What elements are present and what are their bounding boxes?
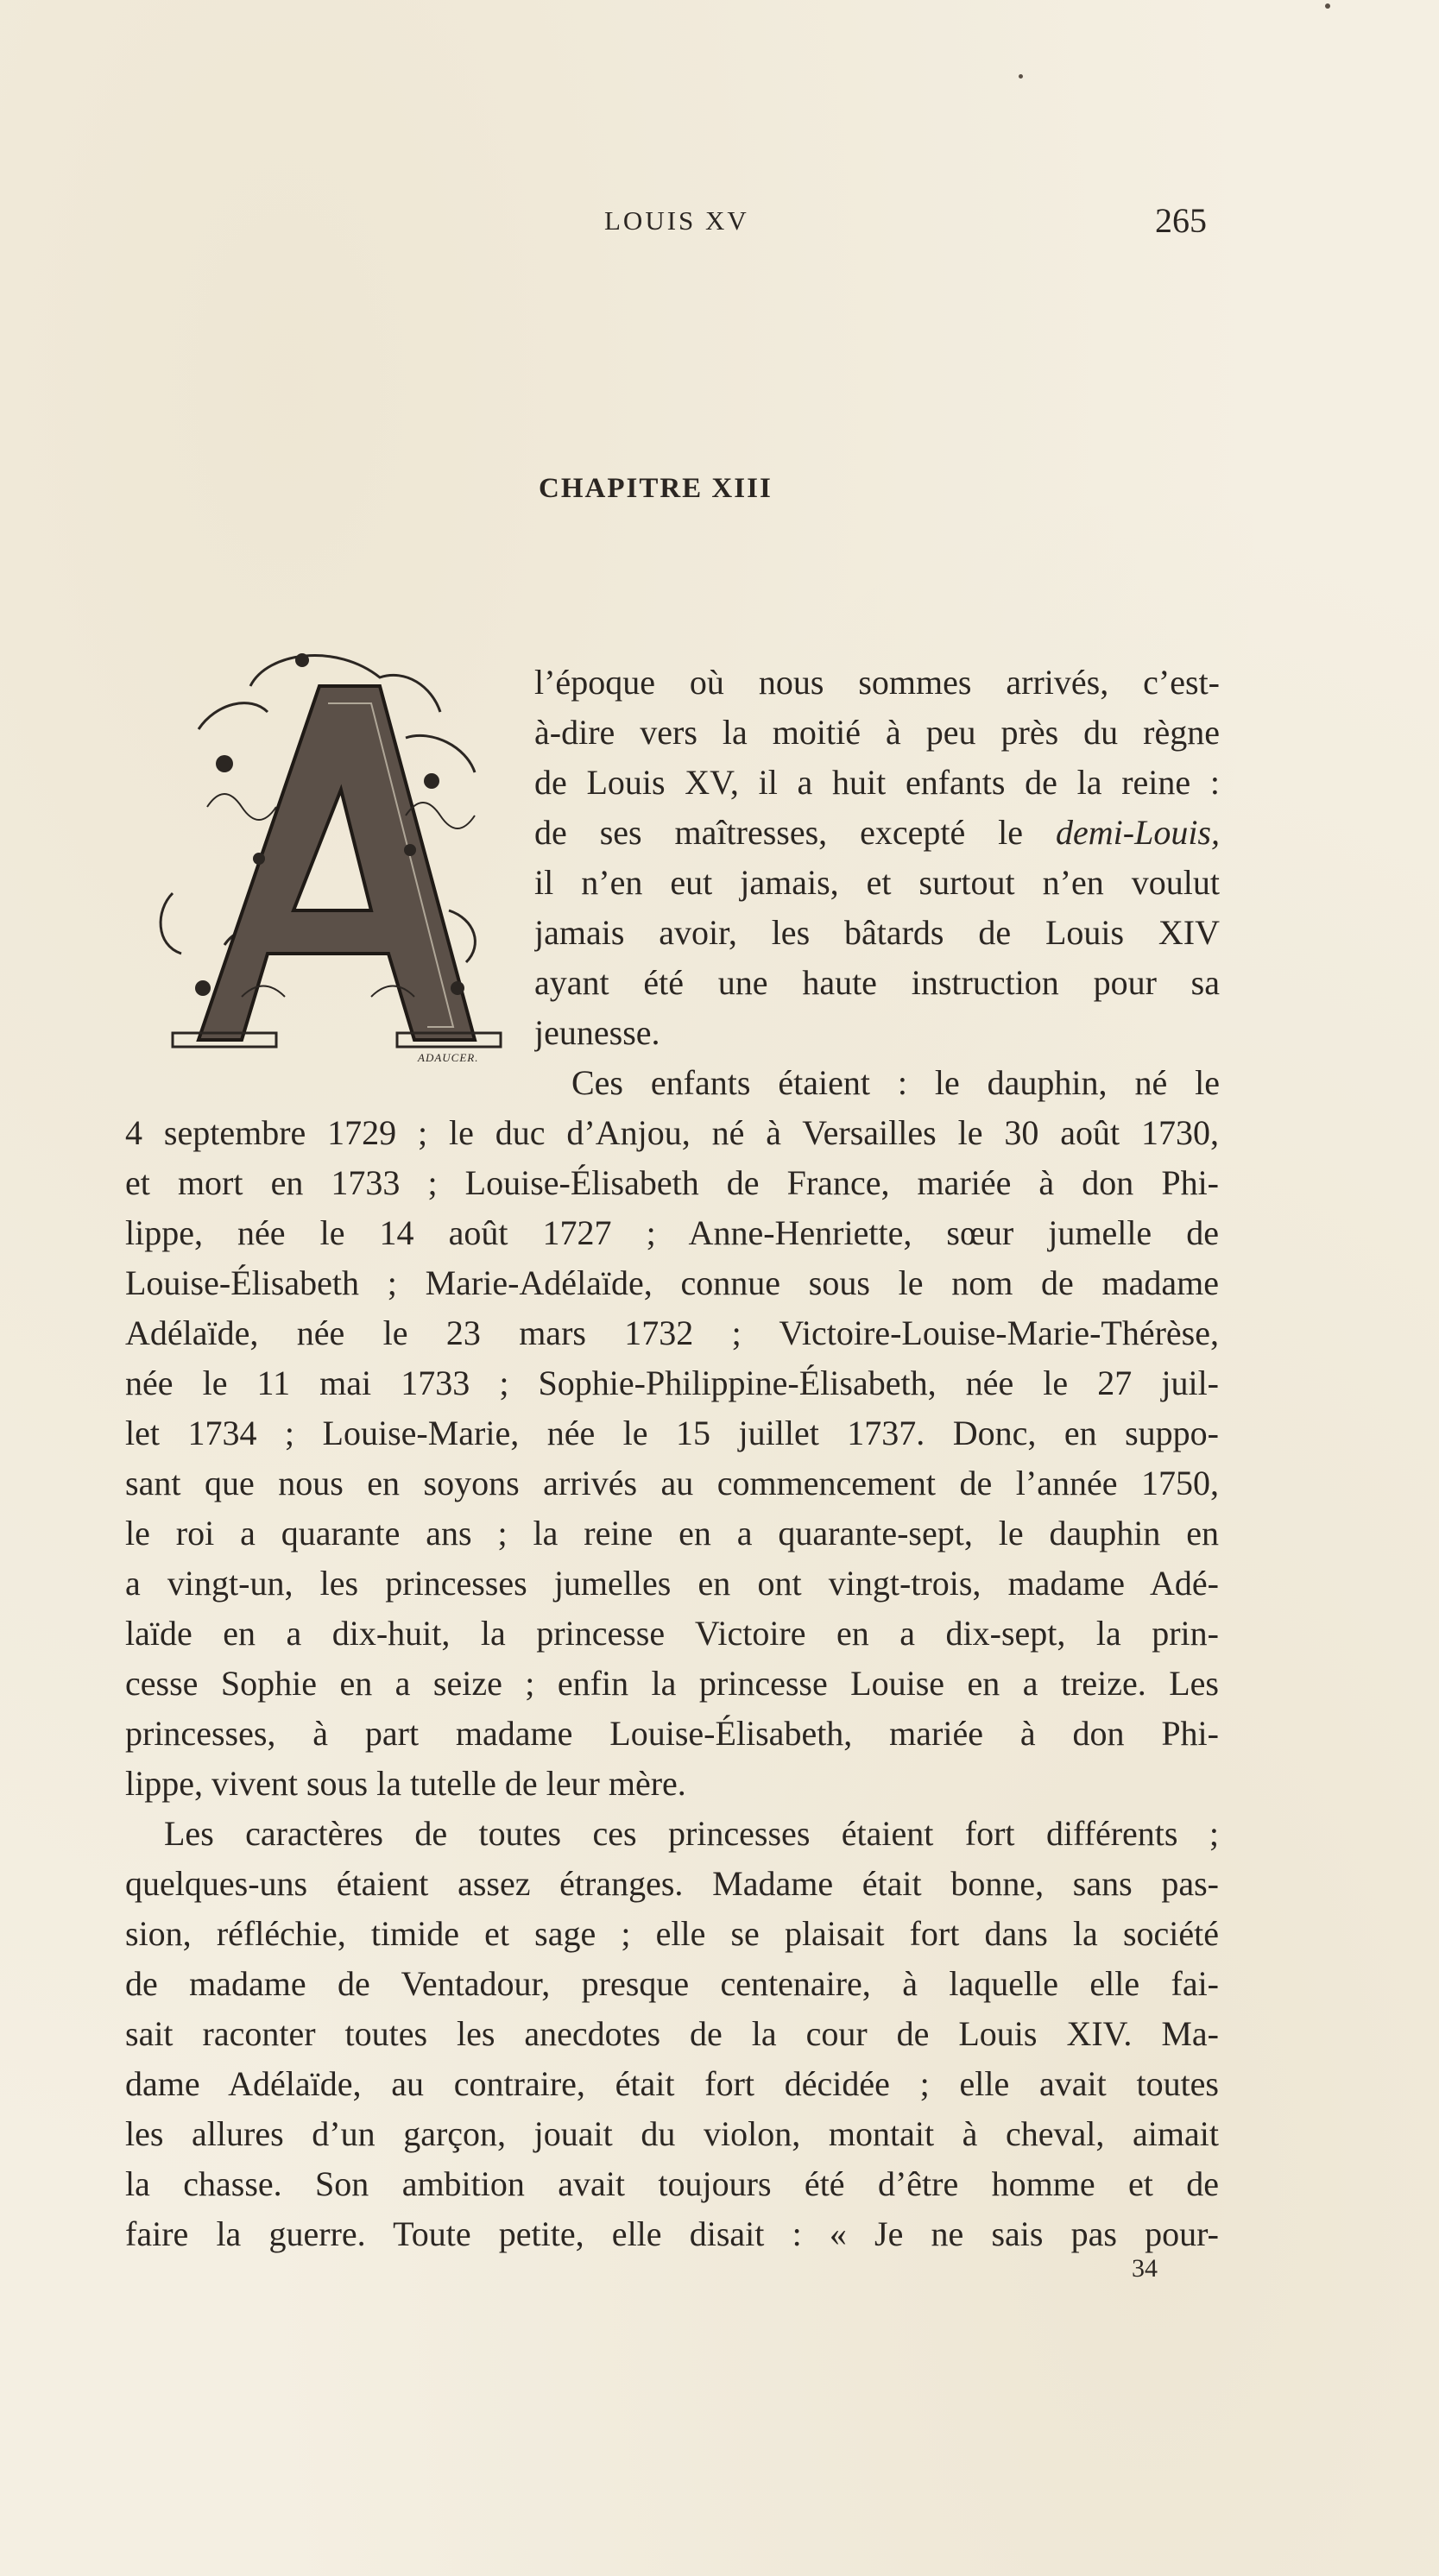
text-line: cesse Sophie en a seize ; enfin la princesse Louise en a treize. Les — [125, 1664, 1219, 1703]
ink-speck — [1019, 74, 1023, 79]
text-line: princesses, à part madame Louise-Élisabeth, mariée à don Phi- — [125, 1714, 1219, 1753]
text-line: sant que nous en soyons arrivés au commencement de l’année 1750, — [125, 1464, 1219, 1502]
text-line: à-dire vers la moitié à peu près du règne — [534, 713, 1220, 752]
signature-mark: 34 — [1132, 2254, 1158, 2283]
text-line: laïde en a dix-huit, la princesse Victoire en a dix-sept, la prin- — [125, 1614, 1219, 1653]
engraver-mark: ADAUCER. — [418, 1051, 479, 1064]
text-line: le roi a quarante ans ; la reine en a quarante-sept, le dauphin en — [125, 1514, 1219, 1553]
paragraph-first-line: Les caractères de toutes ces princesses étaient fort différents ; — [164, 1814, 1219, 1853]
running-head — [0, 201, 1439, 249]
text-line: les allures d’un garçon, jouait du violon, montait à cheval, aimait — [125, 2114, 1219, 2153]
text-line: il n’en eut jamais, et surtout n’en voulut — [534, 863, 1220, 902]
text-line: let 1734 ; Louise-Marie, née le 15 juillet 1737. Donc, en suppo- — [125, 1414, 1219, 1452]
text-line: sait raconter toutes les anecdotes de la cour de Louis XIV. Ma- — [125, 2014, 1219, 2053]
text-line: sion, réfléchie, timide et sage ; elle se plaisait fort dans la société — [125, 1914, 1219, 1953]
text-line: la chasse. Son ambition avait toujours été d’être homme et de — [125, 2164, 1219, 2203]
ornamental-letter-a-icon — [121, 634, 527, 1066]
text-line: dame Adélaïde, au contraire, était fort décidée ; elle avait toutes — [125, 2064, 1219, 2103]
paragraph-last-line: lippe, vivent sous la tutelle de leur mère. — [125, 1764, 686, 1803]
text-line: jeunesse. — [534, 1013, 660, 1052]
text-line: quelques-uns étaient assez étranges. Madame était bonne, sans pas- — [125, 1864, 1219, 1903]
text-line: de Louis XV, il a huit enfants de la reine : — [534, 763, 1220, 802]
text-line: Louise-Élisabeth ; Marie-Adélaïde, connue sous le nom de madame — [125, 1263, 1219, 1302]
text-line: jamais avoir, les bâtards de Louis XIV — [534, 913, 1220, 952]
text-line: lippe, née le 14 août 1727 ; Anne-Henriette, sœur jumelle de — [125, 1213, 1219, 1252]
text-line-with-italic — [534, 808, 1220, 858]
text-line: de madame de Ventadour, presque centenaire, à laquelle elle fai- — [125, 1964, 1219, 2003]
text-line: a vingt-un, les princesses jumelles en ont vingt-trois, madame Adé- — [125, 1564, 1219, 1603]
text-line: née le 11 mai 1733 ; Sophie-Philippine-Élisabeth, née le 27 juil- — [125, 1364, 1219, 1402]
paragraph-first-line: Ces enfants étaient : le dauphin, né le — [571, 1063, 1220, 1102]
text-line: Adélaïde, née le 23 mars 1732 ; Victoire-Louise-Marie-Thérèse, — [125, 1313, 1219, 1352]
chapter-title: CHAPITRE XIII — [539, 473, 773, 504]
text-run: de ses maîtresses, excepté le — [534, 813, 1056, 852]
text-line: l’époque où nous sommes arrivés, c’est- — [534, 663, 1220, 702]
running-title: LOUIS XV — [604, 205, 749, 236]
text-line: et mort en 1733 ; Louise-Élisabeth de France, mariée à don Phi- — [125, 1163, 1219, 1202]
italic-term: demi-Louis, — [1056, 813, 1220, 852]
ornamental-dropcap-a — [121, 634, 527, 1066]
page-number: 265 — [1155, 201, 1207, 240]
text-line: faire la guerre. Toute petite, elle disait : « Je ne sais pas pour- — [125, 2214, 1219, 2253]
text-line: ayant été une haute instruction pour sa — [534, 963, 1220, 1002]
ink-speck — [1325, 3, 1330, 9]
text-line: 4 septembre 1729 ; le duc d’Anjou, né à Versailles le 30 août 1730, — [125, 1113, 1219, 1152]
